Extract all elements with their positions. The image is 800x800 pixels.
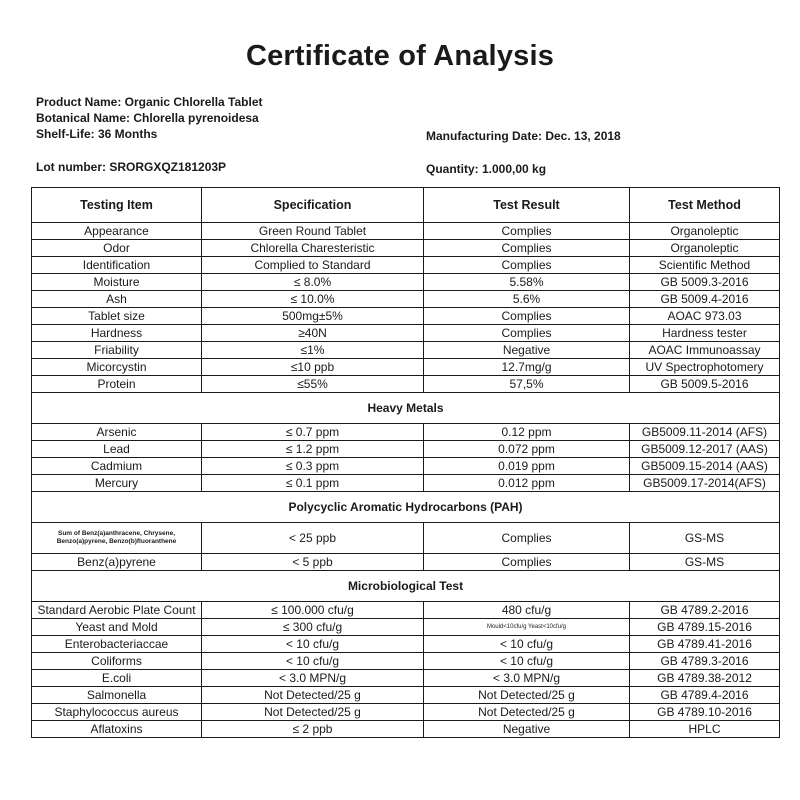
cell-testing-item: Cadmium	[32, 458, 202, 475]
cell-testing-item: Aflatoxins	[32, 721, 202, 738]
quantity: Quantity: 1.000,00 kg	[426, 162, 547, 176]
cell-specification: ≤ 0.3 ppm	[202, 458, 424, 475]
table-row	[32, 308, 780, 325]
table-row	[32, 240, 780, 257]
cell-test-method: GB 4789.38-2012	[630, 670, 780, 687]
manufacturing-date: Manufacturing Date: Dec. 13, 2018	[426, 129, 621, 143]
table-row	[32, 687, 780, 704]
shelf-life: Shelf-Life: 36 Months	[36, 127, 158, 141]
cell-testing-item: Benz(a)pyrene	[32, 554, 202, 571]
table-header-row	[32, 188, 780, 223]
cell-specification: < 10 cfu/g	[202, 636, 424, 653]
cell-test-method: HPLC	[630, 721, 780, 738]
table-row	[32, 441, 780, 458]
cell-testing-item: Identification	[32, 257, 202, 274]
table-row	[32, 257, 780, 274]
cell-testing-item: Enterobacteriaccae	[32, 636, 202, 653]
cell-testing-item: Friability	[32, 342, 202, 359]
table-row	[32, 523, 780, 554]
cell-test-method: GB5009.11-2014 (AFS)	[630, 424, 780, 441]
cell-testing-item: Moisture	[32, 274, 202, 291]
cell-testing-item: Hardness	[32, 325, 202, 342]
cell-test-result: Complies	[424, 240, 630, 257]
table-row	[32, 359, 780, 376]
cell-test-method: GB 5009.3-2016	[630, 274, 780, 291]
section-microbiological-title: Microbiological Test	[32, 571, 780, 602]
cell-test-method: UV Spectrophotomery	[630, 359, 780, 376]
cell-test-result: 5.58%	[424, 274, 630, 291]
cell-test-method: GS-MS	[630, 523, 780, 554]
cell-specification: Not Detected/25 g	[202, 704, 424, 721]
cell-specification: Chlorella Charesteristic	[202, 240, 424, 257]
cell-test-result: 0.12 ppm	[424, 424, 630, 441]
lot-number: Lot number: SRORGXQZ181203P	[36, 160, 227, 174]
cell-test-method: GB5009.17-2014(AFS)	[630, 475, 780, 492]
cell-test-result: < 10 cfu/g	[424, 653, 630, 670]
cell-testing-item: Lead	[32, 441, 202, 458]
cell-test-method: Organoleptic	[630, 223, 780, 240]
cell-testing-item: Tablet size	[32, 308, 202, 325]
table-row	[32, 325, 780, 342]
header-testing-item: Testing Item	[32, 188, 202, 223]
cell-test-result: 0.012 ppm	[424, 475, 630, 492]
cell-testing-item: Odor	[32, 240, 202, 257]
cell-testing-item: Appearance	[32, 223, 202, 240]
cell-testing-item: Mercury	[32, 475, 202, 492]
cell-testing-item: Salmonella	[32, 687, 202, 704]
cell-test-result: 0.072 ppm	[424, 441, 630, 458]
cell-specification: ≤ 1.2 ppm	[202, 441, 424, 458]
cell-test-method: Hardness tester	[630, 325, 780, 342]
cell-specification: ≤ 0.1 ppm	[202, 475, 424, 492]
cell-test-result: Negative	[424, 342, 630, 359]
section-heavy-metals	[32, 393, 780, 424]
table-row	[32, 602, 780, 619]
cell-test-method: GB 4789.10-2016	[630, 704, 780, 721]
cell-test-method: GB 4789.15-2016	[630, 619, 780, 636]
cell-specification: ≤10 ppb	[202, 359, 424, 376]
table-row	[32, 291, 780, 308]
cell-testing-item: Protein	[32, 376, 202, 393]
cell-test-result: 57,5%	[424, 376, 630, 393]
botanical-name: Botanical Name: Chlorella pyrenoidesa	[36, 111, 259, 125]
table-row	[32, 619, 780, 636]
table-row	[32, 424, 780, 441]
cell-test-method: GB5009.12-2017 (AAS)	[630, 441, 780, 458]
cell-test-method: GS-MS	[630, 554, 780, 571]
cell-test-result: 12.7mg/g	[424, 359, 630, 376]
cell-specification: < 10 cfu/g	[202, 653, 424, 670]
header-specification: Specification	[202, 188, 424, 223]
cell-specification: < 25 ppb	[202, 523, 424, 554]
cell-test-method: GB 5009.4-2016	[630, 291, 780, 308]
table-row	[32, 721, 780, 738]
cell-test-result: 0.019 ppm	[424, 458, 630, 475]
product-name: Product Name: Organic Chlorella Tablet	[36, 95, 263, 109]
cell-testing-item: Staphylococcus aureus	[32, 704, 202, 721]
cell-testing-item: Coliforms	[32, 653, 202, 670]
cell-test-result: Complies	[424, 325, 630, 342]
cell-specification: ≤ 2 ppb	[202, 721, 424, 738]
cell-test-result: Mould<10cfu/g Yeast<10cfu/g	[424, 619, 630, 636]
cell-test-method: AOAC 973.03	[630, 308, 780, 325]
cell-test-result: < 10 cfu/g	[424, 636, 630, 653]
cell-test-result: Complies	[424, 554, 630, 571]
cell-specification: ≤ 0.7 ppm	[202, 424, 424, 441]
cell-specification: ≤ 300 cfu/g	[202, 619, 424, 636]
section-heavy-metals-title: Heavy Metals	[32, 393, 780, 424]
cell-test-method: Organoleptic	[630, 240, 780, 257]
cell-testing-item: Micorcystin	[32, 359, 202, 376]
cell-test-result: Negative	[424, 721, 630, 738]
cell-specification: ≤ 8.0%	[202, 274, 424, 291]
cell-test-method: GB 4789.3-2016	[630, 653, 780, 670]
cell-test-result: Complies	[424, 308, 630, 325]
cell-specification: ≤ 100.000 cfu/g	[202, 602, 424, 619]
cell-test-result: Not Detected/25 g	[424, 687, 630, 704]
cell-test-method: GB 4789.41-2016	[630, 636, 780, 653]
cell-test-method: GB 5009.5-2016	[630, 376, 780, 393]
cell-specification: < 5 ppb	[202, 554, 424, 571]
cell-test-result: 480 cfu/g	[424, 602, 630, 619]
cell-specification: ≤55%	[202, 376, 424, 393]
cell-test-method: AOAC Immunoassay	[630, 342, 780, 359]
table-row	[32, 704, 780, 721]
table-row	[32, 342, 780, 359]
cell-test-method: GB 4789.2-2016	[630, 602, 780, 619]
cell-specification: Complied to Standard	[202, 257, 424, 274]
table-row	[32, 636, 780, 653]
cell-test-result: < 3.0 MPN/g	[424, 670, 630, 687]
section-pah-title: Polycyclic Aromatic Hydrocarbons (PAH)	[32, 492, 780, 523]
cell-test-method: GB 4789.4-2016	[630, 687, 780, 704]
table-row	[32, 670, 780, 687]
cell-testing-item: Sum of Benz(a)anthracene, Chrysene, Benzo(a)pyrene, Benzo(b)fluoranthene	[32, 523, 202, 554]
header-test-method: Test Method	[630, 188, 780, 223]
cell-test-method: GB5009.15-2014 (AAS)	[630, 458, 780, 475]
cell-specification: ≤ 10.0%	[202, 291, 424, 308]
cell-test-result: Complies	[424, 257, 630, 274]
cell-test-result: Not Detected/25 g	[424, 704, 630, 721]
cell-testing-item: E.coli	[32, 670, 202, 687]
cell-test-result: 5.6%	[424, 291, 630, 308]
table-row	[32, 376, 780, 393]
cell-testing-item: Arsenic	[32, 424, 202, 441]
cell-test-method: Scientific Method	[630, 257, 780, 274]
cell-specification: ≤1%	[202, 342, 424, 359]
cell-specification: 500mg±5%	[202, 308, 424, 325]
cell-specification: < 3.0 MPN/g	[202, 670, 424, 687]
table-row	[32, 274, 780, 291]
table-row	[32, 554, 780, 571]
document-title: Certificate of Analysis	[245, 40, 555, 72]
cell-specification: Not Detected/25 g	[202, 687, 424, 704]
table-row	[32, 653, 780, 670]
cell-test-result: Complies	[424, 523, 630, 554]
section-pah	[32, 492, 780, 523]
header-test-result: Test Result	[424, 188, 630, 223]
table-row	[32, 223, 780, 240]
table-row	[32, 458, 780, 475]
analysis-table	[31, 187, 780, 738]
table-row	[32, 475, 780, 492]
cell-specification: Green Round Tablet	[202, 223, 424, 240]
cell-testing-item: Standard Aerobic Plate Count	[32, 602, 202, 619]
cell-test-result: Complies	[424, 223, 630, 240]
section-microbiological	[32, 571, 780, 602]
cell-testing-item: Ash	[32, 291, 202, 308]
cell-specification: ≥40N	[202, 325, 424, 342]
cell-testing-item: Yeast and Mold	[32, 619, 202, 636]
